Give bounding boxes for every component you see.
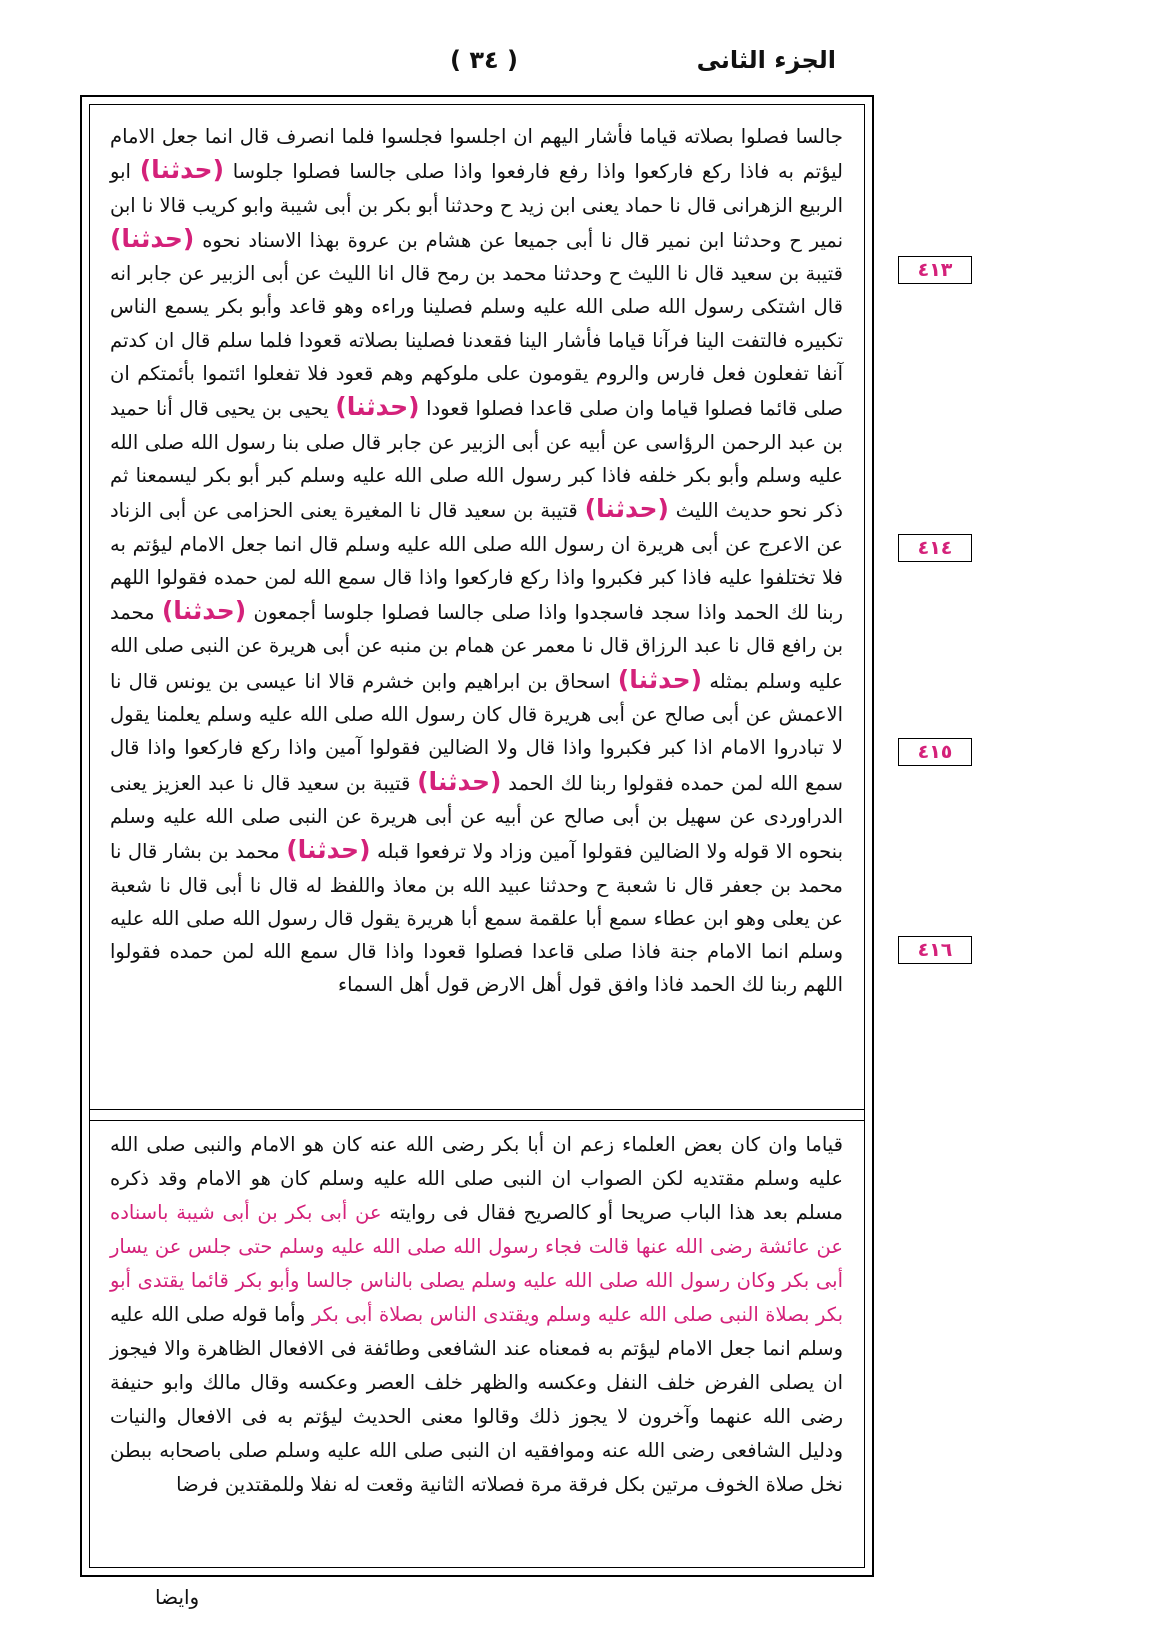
hadith-text-segment: قتيبة بن سعيد قال نا المغيرة يعنى الحزامى عن أبى الزناد عن الاعرج عن أبى هريرة ان رسول الله صلى الله عليه وسلم قال انما جعل الامام ليؤتم به فلا تختلفوا عليه فاذا كبر فكبروا واذا ركع فاركعوا واذا قال سمع الله لمن حمده فقولوا اللهم ربنا لك الحمد واذا سجد فاسجدوا واذا صلى جالسا فصلوا جلوسا أجمعون <box>110 499 843 625</box>
hadditha-marker: (حدثنا) <box>617 664 703 694</box>
commentary-block <box>110 1128 843 1563</box>
hadith-number-414: ٤١٤ <box>898 534 972 562</box>
hadditha-marker: (حدثنا) <box>110 223 195 253</box>
hadith-number-416: ٤١٦ <box>898 936 972 964</box>
part-label: الجزء الثانى <box>696 46 836 74</box>
hadditha-marker: (حدثنا) <box>335 392 420 422</box>
hadith-number-415: ٤١٥ <box>898 738 972 766</box>
hadditha-marker: (حدثنا) <box>161 596 247 626</box>
hadith-text-segment: قتيبة بن سعيد قال نا عبد العزيز يعنى الدراوردى عن سهيل بن أبى صالح عن أبيه عن أبى هريرة عن النبى صلى الله عليه وسلم بنحوه الا قوله ولا الضالين فقولوا آمين وزاد ولا ترفعوا قبله <box>110 771 843 864</box>
catchword: وايضا <box>155 1585 200 1609</box>
hadditha-marker: (حدثنا) <box>286 835 371 865</box>
commentary-segment: قياما وان كان بعض العلماء زعم ان أبا بكر رضى الله عنه كان هو الامام والنبى صلى الله عليه وسلم مقتديه لكن الصواب ان النبى صلى الله عليه وسلم كان هو الامام وقد ذكره مسلم بعد هذا الباب صريحا أو كالصريح فقال فى روايته <box>110 1133 843 1224</box>
commentary-segment: وأما قوله صلى الله عليه وسلم انما جعل الامام ليؤتم به فمعناه عند الشافعى وطائفة فى الافعال الظاهرة والا فيجوز ان يصلى الفرض خلف النفل وعكسه والظهر خلف العصر وعكسه وقال مالك وابو حنيفة رضى الله عنهما وآخرون لا يجوز ذلك وقالوا معنى الحديث ليؤتم به فى الافعال والنيات ودليل الشافعى رضى الله عنه وموافقيه ان النبى صلى الله عليه وسلم صلى باصحابه ببطن نخل صلاة الخوف مرتين بكل فرقة مرة فصلاته الثانية وقعت له نفلا وللمقتدين فرضا <box>110 1303 843 1496</box>
hadith-text-segment: قتيبة بن سعيد قال نا الليث ح وحدثنا محمد بن رمح قال انا الليث عن أبى الزبير عن جابر انه قال اشتكى رسول الله صلى الله عليه وسلم فصلينا وراءه وهو قاعد وأبو بكر يسمع الناس تكبيره فالتفت الينا فرآنا قياما فأشار الينا فقعدنا فصلينا بصلاته قعودا فلما سلم قال ان كدتم آنفا تفعلون فعل فارس والروم يقومون على ملوكهم وهم قعود فلا تفعلوا ائتموا بأئمتكم ان صلى قائما فصلوا قياما وان صلى قاعدا فصلوا قعودا <box>110 262 844 421</box>
hadditha-marker: (حدثنا) <box>417 766 502 796</box>
highlighted-quotation: عن أبى بكر بن أبى شيبة باسناده عن عائشة رضى الله عنها قالت فجاء رسول الله صلى الله عليه وسلم حتى جلس عن يسار أبى بكر وكان رسول الله صلى الله عليه وسلم يصلى بالناس جالسا وأبو بكر قائما يقتدى أبو بكر بصلاة النبى صلى الله عليه وسلم ويقتدى الناس بصلاة أبى بكر <box>110 1201 844 1326</box>
hadith-text-segment: ابو الربيع الزهرانى قال نا حماد يعنى ابن زيد ح وحدثنا أبو بكر بن أبى شيبة وابو كريب قالا نا ابن نمير ح وحدثنا ابن نمير قال نا أبى جميعا عن هشام بن عروة بهذا الاسناد نحوه <box>110 160 844 252</box>
hadith-text-segment: محمد بن بشار قال نا محمد بن جعفر قال نا شعبة ح وحدثنا عبيد الله بن معاذ واللفظ له قال نا أبى قال نا شعبة عن يعلى وهو ابن عطاء سمع أبا علقمة سمع أبا هريرة يقول قال رسول الله صلى الله عليه وسلم انما الامام جنة فاذا صلى قاعدا فصلوا قعودا واذا قال سمع الله لمن حمده فقولوا اللهم ربنا لك الحمد فاذا وافق قول أهل الارض قول أهل السماء <box>110 840 843 997</box>
section-divider <box>89 1109 865 1121</box>
page-number: ( ٣٤ ) <box>450 46 518 74</box>
hadditha-marker: (حدثنا) <box>139 155 224 185</box>
hadith-text-segment: محمد بن رافع قال نا عبد الرزاق قال نا معمر عن همام بن منبه عن أبى هريرة عن النبى صلى الله عليه وسلم بمثله <box>110 601 844 693</box>
hadith-text-segment: يحيى بن يحيى قال أنا حميد بن عبد الرحمن الرؤاسى عن أبيه عن أبى الزبير عن جابر قال صلى بنا رسول الله صلى الله عليه وسلم وأبو بكر خلفه فاذا كبر رسول الله صلى الله عليه وسلم كبر أبو بكر ليسمعنا ثم ذكر نحو حديث الليث <box>110 397 843 523</box>
hadith-text-segment: اسحاق بن ابراهيم وابن خشرم قالا انا عيسى بن يونس قال نا الاعمش عن أبى صالح عن أبى هريرة قال كان رسول الله صلى الله عليه وسلم يعلمنا يقول لا تبادروا الامام اذا كبر فكبروا واذا قال ولا الضالين فقولوا آمين واذا ركع فاركعوا واذا قال سمع الله لمن حمده فقولوا ربنا لك الحمد <box>110 669 843 795</box>
hadith-text-segment: جالسا فصلوا بصلاته قياما فأشار اليهم ان اجلسوا فجلسوا فلما انصرف قال انما جعل الامام ليؤتم به فاذا ركع فاركعوا واذا رفع فارفعوا واذا صلى جالسا فصلوا جلوسا <box>110 125 843 184</box>
hadith-text-block <box>110 120 843 1090</box>
running-head <box>0 40 1158 90</box>
hadditha-marker: (حدثنا) <box>584 494 669 524</box>
hadith-number-413: ٤١٣ <box>898 256 972 284</box>
